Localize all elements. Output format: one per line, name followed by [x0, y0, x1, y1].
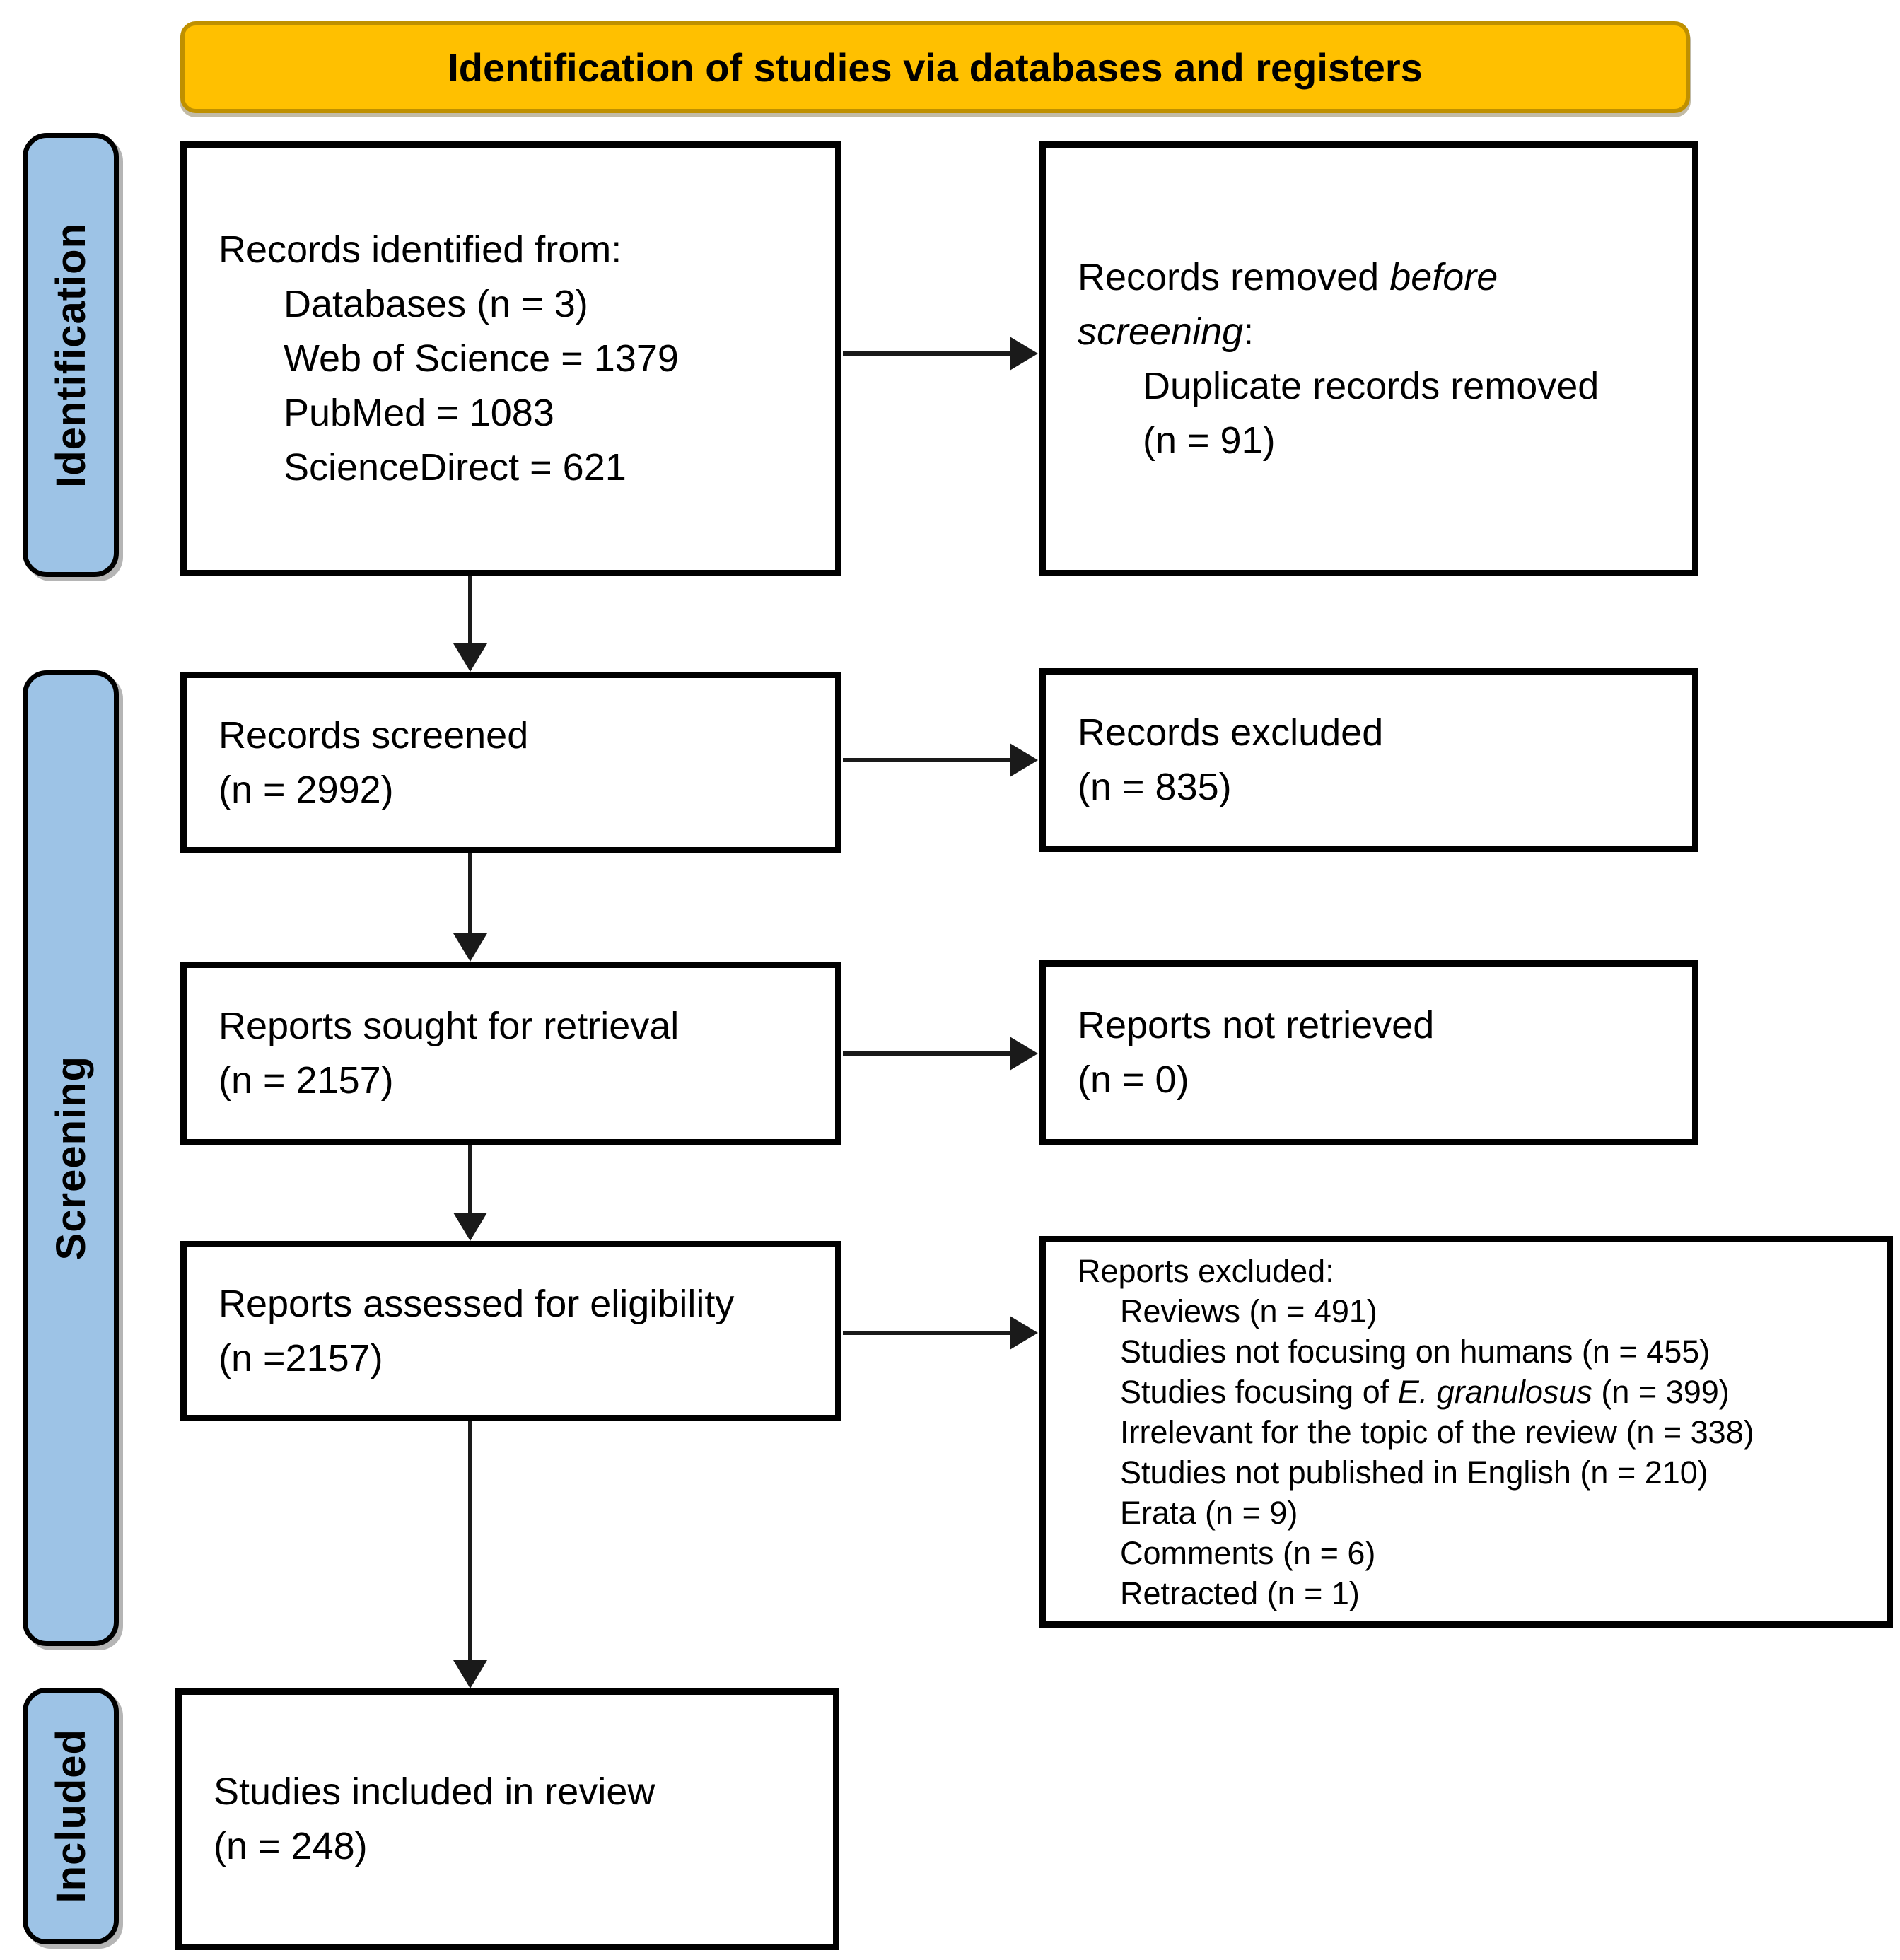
stage-label-included — [23, 1688, 119, 1944]
box-reports-not-retrieved — [1039, 960, 1698, 1145]
box-reports-assessed — [180, 1241, 841, 1421]
box-text-line: Reports not retrieved — [1078, 1004, 1435, 1046]
box-text-line: (n = 91) — [1143, 419, 1276, 462]
box-text-line: (n = 248) — [214, 1825, 368, 1867]
box-text-line: Studies not published in English (n = 210) — [1120, 1454, 1708, 1491]
box-text-line: Comments (n = 6) — [1120, 1534, 1376, 1571]
box-reports-excluded — [1039, 1236, 1893, 1628]
stage-label-included-text: Included — [47, 1729, 94, 1903]
box-text-line: Records excluded — [1078, 711, 1384, 754]
arrow-down-icon — [453, 1213, 487, 1241]
arrow-shaft — [468, 576, 472, 646]
box-text-line: Databases (n = 3) — [284, 283, 588, 325]
box-text-line: Web of Science = 1379 — [284, 337, 679, 380]
box-text-line: Records identified from: — [218, 228, 622, 271]
box-text-line: Reviews (n = 491) — [1120, 1293, 1377, 1329]
box-text-line: Reports assessed for eligibility — [218, 1282, 735, 1325]
stage-label-screening-text: Screening — [47, 1056, 94, 1261]
box-text-line: Duplicate records removed — [1143, 364, 1599, 407]
arrow-shaft — [468, 1145, 472, 1215]
box-text-line: (n = 2992) — [218, 768, 394, 811]
arrow-shaft — [843, 1051, 1013, 1056]
box-text-line: (n = 2157) — [218, 1059, 394, 1102]
box-records-excluded — [1039, 668, 1698, 852]
arrow-identified-to-screened — [453, 576, 487, 672]
arrow-screened-to-sought — [453, 853, 487, 962]
arrow-sought-to-assessed — [453, 1145, 487, 1241]
arrow-shaft — [843, 351, 1013, 356]
arrow-right-icon — [1010, 337, 1038, 371]
box-text-line: Records removed before — [1078, 255, 1498, 298]
box-text-line: ScienceDirect = 621 — [284, 446, 626, 489]
arrow-shaft — [843, 758, 1013, 762]
stage-label-identification — [23, 133, 119, 577]
box-text-line: (n = 835) — [1078, 766, 1232, 808]
box-text-line: Erata (n = 9) — [1120, 1494, 1298, 1531]
box-studies-included — [175, 1688, 839, 1950]
header-title: Identification of studies via databases and registers — [448, 45, 1423, 90]
box-text-line: PubMed = 1083 — [284, 392, 554, 434]
box-text-line: Studies included in review — [214, 1771, 655, 1813]
arrow-down-icon — [453, 933, 487, 962]
box-text-line: Reports sought for retrieval — [218, 1005, 680, 1047]
arrow-shaft — [468, 1421, 472, 1663]
arrow-identified-to-removed — [843, 337, 1038, 371]
box-text-line: Reports excluded: — [1078, 1252, 1334, 1289]
arrow-down-icon — [453, 1660, 487, 1688]
box-records-screened — [180, 672, 841, 853]
stage-label-screening — [23, 670, 119, 1646]
header-banner — [180, 21, 1690, 113]
arrow-down-icon — [453, 643, 487, 672]
box-records-removed-before-screening — [1039, 141, 1698, 576]
arrow-shaft — [843, 1331, 1013, 1335]
box-text-line: Records screened — [218, 713, 529, 757]
box-records-identified — [180, 141, 841, 576]
box-text-line: Irrelevant for the topic of the review (n = 338) — [1120, 1413, 1754, 1450]
box-text-line: screening: — [1078, 310, 1254, 353]
box-text-line: (n =2157) — [218, 1336, 383, 1379]
box-text-line: Studies focusing of E. granulosus (n = 399) — [1120, 1373, 1730, 1410]
arrow-assessed-to-reports-excluded — [843, 1316, 1038, 1350]
arrow-assessed-to-included — [453, 1421, 487, 1688]
arrow-screened-to-excluded — [843, 743, 1038, 777]
arrow-shaft — [468, 853, 472, 936]
box-text-line: Retracted (n = 1) — [1120, 1575, 1360, 1611]
box-text-line: Studies not focusing on humans (n = 455) — [1120, 1333, 1710, 1370]
box-text-line: (n = 0) — [1078, 1058, 1189, 1101]
arrow-right-icon — [1010, 1037, 1038, 1071]
stage-label-identification-text: Identification — [47, 222, 94, 488]
arrow-right-icon — [1010, 1316, 1038, 1350]
arrow-right-icon — [1010, 743, 1038, 777]
arrow-sought-to-not-retrieved — [843, 1037, 1038, 1071]
box-reports-sought — [180, 962, 841, 1145]
